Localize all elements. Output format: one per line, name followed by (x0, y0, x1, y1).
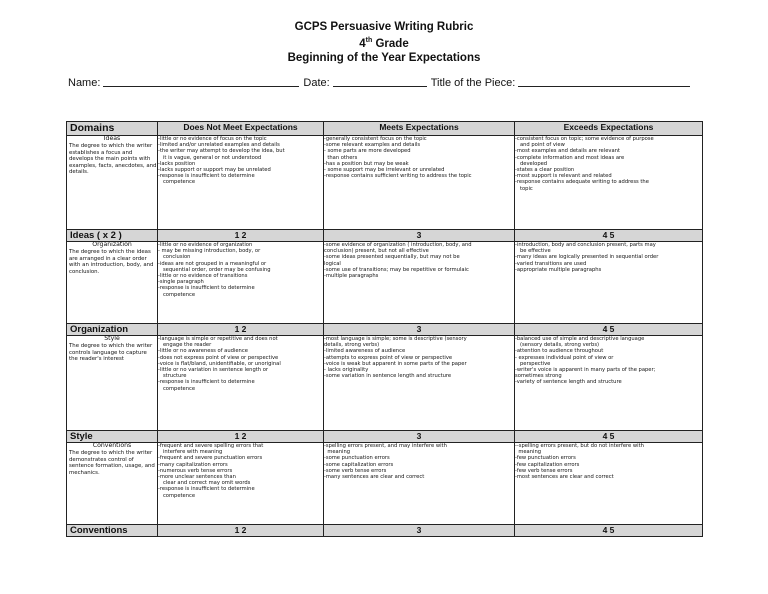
criterion-item: --spelling errors present, but do not interfere with (515, 443, 644, 449)
domain-title: Ideas (103, 135, 121, 142)
criterion-item: - some support may be irrelevant or unrelated (324, 167, 445, 174)
criteria-exceeds (515, 443, 703, 525)
criterion-item: -few punctuation errors (515, 455, 576, 462)
criteria-meets (324, 443, 515, 525)
criterion-item: -some verb tense errors (324, 467, 387, 474)
criterion-item: and point of view (515, 142, 565, 149)
criterion-item: -response is insufficient to determine (158, 173, 255, 180)
domain-cell (67, 136, 158, 230)
criterion-item: -frequent and severe punctuation errors (158, 455, 263, 462)
criterion-item: -response contains sufficient writing to address the topic (324, 173, 472, 180)
criterion-item: -limited awareness of audience (324, 348, 406, 355)
grade-line (0, 34, 768, 51)
criteria-not-meet (158, 136, 324, 230)
criteria-not-meet (158, 443, 324, 525)
score-exceeds[interactable]: 4 5 (515, 230, 703, 242)
criterion-item: -some ideas presented sequentially, but may not be (324, 254, 460, 261)
criterion-item: -voice is flat/bland, unidentifiable, or unoriginal (158, 360, 281, 367)
column-header-row (67, 122, 703, 136)
criterion-item: -lacks support or support may be unrelated (158, 167, 271, 174)
criterion-item: -attempts to express point of view or perspective (324, 354, 453, 361)
domain-description: The degree to which the ideas are arranged in a clear order with an introduction, body, and conclusion. (69, 249, 154, 275)
criterion-item: -states a clear position (515, 167, 575, 174)
criterion-item: -little or no awareness of audience (158, 348, 248, 355)
criterion-item: -does not express point of view or perspective (158, 354, 279, 361)
criteria-exceeds (515, 336, 703, 431)
criterion-item: -little or no evidence of focus on the topic (158, 136, 267, 142)
criterion-item: -the writer may attempt to develop the idea, but (158, 148, 285, 155)
criterion-item: -language is simple or repetitive and does not (158, 336, 278, 342)
criterion-item: -response contains adequate writing to address the (515, 179, 649, 186)
criterion-item: than others (324, 154, 358, 161)
criterion-item: competence (158, 179, 196, 186)
criterion-item: -few verb tense errors (515, 467, 573, 474)
criterion-item: -ideas are not grouped in a meaningful or (158, 260, 267, 267)
grade-word: Grade (375, 37, 409, 50)
score-row-conventions (67, 525, 703, 537)
criterion-item: (sensory details, strong verbs) (515, 342, 600, 349)
domain-description: The degree to which the writer controls language to capture the reader's interest (69, 343, 153, 363)
criterion-item: interfere with meaning (158, 449, 223, 456)
domain-cell (67, 242, 158, 324)
criterion-item: -frequent and severe spelling errors that (158, 443, 264, 449)
criterion-item: developed (515, 160, 548, 167)
score-not-meet[interactable]: 1 2 (158, 431, 324, 443)
criterion-item: -balanced use of simple and descriptive language (515, 336, 645, 342)
criterion-item: -little or no variation in sentence length or (158, 367, 269, 374)
score-exceeds[interactable]: 4 5 (515, 324, 703, 336)
domain-title: Organization (92, 241, 132, 248)
criterion-item: -little or no evidence of transitions (158, 273, 248, 280)
score-meets[interactable]: 3 (324, 525, 515, 537)
criterion-item: - some parts are more developed (324, 148, 411, 155)
criteria-meets (324, 242, 515, 324)
document-header (0, 20, 768, 65)
criterion-item: -most examples and details are relevant (515, 148, 620, 155)
criterion-item: - lacks originality (324, 367, 369, 374)
criterion-item: -some relevant examples and details (324, 142, 421, 149)
rubric-table (66, 121, 703, 537)
criteria-exceeds (515, 242, 703, 324)
criterion-item: structure (158, 373, 187, 380)
rubric-row-conventions (67, 443, 703, 525)
criterion-item: -response is insufficient to determine (158, 379, 255, 386)
criterion-item: -many ideas are logically presented in sequential order (515, 254, 659, 261)
criterion-item: -most language is simple; some is descriptive (sensory (324, 336, 467, 342)
criterion-item: -some punctuation errors (324, 455, 390, 462)
col-exceeds: Exceeds Expectations (515, 122, 703, 136)
criterion-item: -response is insufficient to determine (158, 285, 255, 292)
criterion-item: -many sentences are clear and correct (324, 474, 425, 481)
criterion-item: it is vague, general or not understood (158, 154, 262, 161)
score-exceeds[interactable]: 4 5 (515, 525, 703, 537)
criterion-item: -multiple paragraphs (324, 273, 379, 280)
score-label: Ideas ( x 2 ) (67, 230, 158, 242)
score-not-meet[interactable]: 1 2 (158, 230, 324, 242)
score-meets[interactable]: 3 (324, 230, 515, 242)
criterion-item: sequential order, order may be confusing (158, 266, 271, 273)
criterion-item: topic (515, 185, 533, 192)
rubric-title: GCPS Persuasive Writing Rubric (294, 21, 474, 33)
col-domains: Domains (67, 122, 158, 136)
criterion-item: -more unclear sentences than (158, 474, 236, 481)
criterion-item: -some evidence of organization ( introduction, body, and (324, 242, 472, 248)
rubric-row-organization (67, 242, 703, 324)
criterion-item: logical (324, 260, 341, 267)
col-not-meet: Does Not Meet Expectations (158, 122, 324, 136)
criterion-item: -little or no evidence of organization (158, 242, 253, 248)
criteria-not-meet (158, 242, 324, 324)
criterion-item: engage the reader (158, 342, 212, 349)
criterion-item: -single paragraph (158, 279, 204, 286)
criterion-item: meaning (324, 449, 351, 456)
rubric-row-ideas (67, 136, 703, 230)
criterion-item: sometimes strong (515, 373, 562, 380)
criterion-item: -some variation in sentence length and structure (324, 373, 452, 380)
score-not-meet[interactable]: 1 2 (158, 324, 324, 336)
criterion-item: -introduction, body and conclusion present, parts may (515, 242, 656, 248)
criterion-item: -has a position but may be weak (324, 160, 409, 167)
score-row-ideas (67, 230, 703, 242)
domain-description: The degree to which the writer establishes a focus and develops the main points with examples, facts, anecdotes, and details. (69, 143, 157, 176)
criterion-item: conclusion) present, but not all effective (324, 248, 429, 255)
score-not-meet[interactable]: 1 2 (158, 525, 324, 537)
criterion-item: -lacks position (158, 160, 196, 167)
criterion-item: -some use of transitions; may be repetitive or formulaic (324, 266, 469, 273)
criterion-item: - expresses individual point of view or (515, 354, 614, 361)
criterion-item: meaning (515, 449, 542, 456)
criterion-item: competence (158, 385, 196, 392)
criterion-item: be effective (515, 248, 551, 255)
criterion-item: -some capitalization errors (324, 461, 394, 468)
criterion-item: -few capitalization errors (515, 461, 580, 468)
criterion-item: - may be missing introduction, body, or (158, 248, 261, 255)
name-label: Name: (68, 77, 101, 89)
criterion-item: -spelling errors present, and may interfere with (324, 443, 447, 449)
criterion-item: -attention to audience throughout (515, 348, 604, 355)
title-field-line[interactable] (518, 74, 690, 87)
domain-cell (67, 443, 158, 525)
col-meets: Meets Expectations (324, 122, 515, 136)
student-info-bar (68, 73, 698, 89)
criterion-item: -many capitalization errors (158, 461, 228, 468)
criterion-item: competence (158, 291, 196, 298)
grade-number: 4 (359, 37, 366, 50)
criterion-item: -most support is relevant and related (515, 173, 612, 180)
criterion-item: -varied transitions are used (515, 260, 587, 267)
criterion-item: -consistent focus on topic; some evidence of purpose (515, 136, 654, 142)
criteria-not-meet (158, 336, 324, 431)
date-field-line[interactable] (333, 74, 427, 87)
score-label: Organization (67, 324, 158, 336)
grade-suffix: th (365, 37, 373, 44)
score-label: Conventions (67, 525, 158, 537)
criterion-item: -numerous verb tense errors (158, 467, 233, 474)
date-label: Date: (303, 77, 330, 89)
criterion-item: -appropriate multiple paragraphs (515, 266, 602, 273)
criteria-exceeds (515, 136, 703, 230)
criteria-meets (324, 136, 515, 230)
criterion-item: competence (158, 492, 196, 499)
domain-title: Style (104, 335, 120, 342)
title-label: Title of the Piece: (430, 77, 516, 89)
criterion-item: conclusion (158, 254, 191, 261)
score-meets[interactable]: 3 (324, 324, 515, 336)
score-label: Style (67, 431, 158, 443)
criterion-item: -variety of sentence length and structure (515, 379, 622, 386)
domain-description: The degree to which the writer demonstrates control of sentence formation, usage, and mechanics. (69, 450, 155, 476)
score-row-organization (67, 324, 703, 336)
criterion-item: clear and correct may omit words (158, 480, 251, 487)
criterion-item: perspective (515, 360, 551, 367)
domain-title: Conventions (92, 442, 132, 449)
domain-cell (67, 336, 158, 431)
criterion-item: -writer's voice is apparent in many parts of the paper; (515, 367, 656, 374)
criterion-item: -limited and/or unrelated examples and details (158, 142, 280, 149)
criterion-item: -voice is weak but apparent in some parts of the paper (324, 360, 467, 367)
name-field-line[interactable] (103, 74, 299, 87)
score-meets[interactable]: 3 (324, 431, 515, 443)
criterion-item: -complete information and most ideas are (515, 154, 625, 161)
criteria-meets (324, 336, 515, 431)
score-row-style (67, 431, 703, 443)
criterion-item: -response is insufficient to determine (158, 486, 255, 493)
criterion-item: -most sentences are clear and correct (515, 474, 614, 481)
rubric-row-style (67, 336, 703, 431)
score-exceeds[interactable]: 4 5 (515, 431, 703, 443)
criterion-item: -generally consistent focus on the topic (324, 136, 427, 142)
rubric-subtitle: Beginning of the Year Expectations (287, 51, 481, 64)
criterion-item: details, strong verbs) (324, 342, 380, 349)
